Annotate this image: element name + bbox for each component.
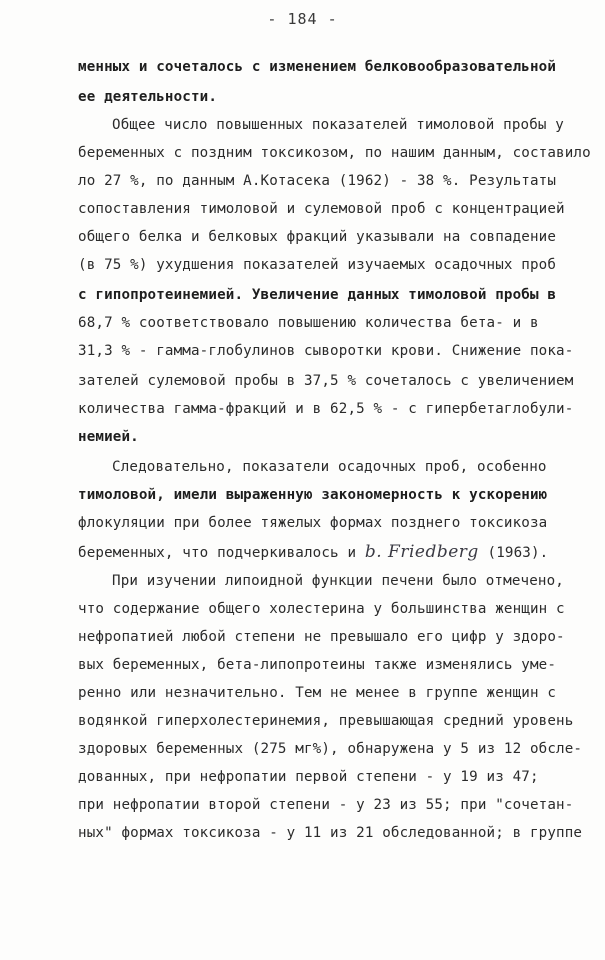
text-line: ных" формах токсикоза - у 11 из 21 обследованной; в группе bbox=[78, 825, 583, 841]
text-line: немией. bbox=[78, 429, 139, 445]
text-line: 31,3 % - гамма-глобулинов сыворотки крови. Снижение пока- bbox=[78, 343, 574, 359]
text-line: количества гамма-фракций и в 62,5 % - с гипербетаглобули- bbox=[78, 401, 574, 417]
text-line: 68,7 % соответствовало повышению количества бета- и в bbox=[78, 315, 539, 331]
text-fragment: (1963). bbox=[487, 545, 549, 561]
text-line: ло 27 %, по данным А.Котасека (1962) - 38 %. Результаты bbox=[78, 173, 557, 189]
text-line: ее деятельности. bbox=[78, 89, 218, 105]
text-line: При изучении липоидной функции печени было отмечено, bbox=[112, 573, 564, 589]
text-line: при нефропатии второй степени - у 23 из 55; при "сочетан- bbox=[78, 797, 574, 813]
text-line: что содержание общего холестерина у большинства женщин с bbox=[78, 601, 565, 617]
text-line: вых беременных, бета-липопротеины также изменялись уме- bbox=[78, 657, 557, 673]
text-line: нефропатией любой степени не превышало его цифр у здоро- bbox=[78, 629, 565, 645]
text-line: Следовательно, показатели осадочных проб, особенно bbox=[112, 459, 547, 475]
text-line: Общее число повышенных показателей тимоловой пробы у bbox=[112, 117, 564, 133]
text-line: водянкой гиперхолестеринемия, превышающая средний уровень bbox=[78, 713, 574, 729]
text-line: общего белка и белковых фракций указывали на совпадение bbox=[78, 229, 557, 245]
handwritten-author-name: b. Friedberg bbox=[364, 542, 479, 562]
text-line bbox=[78, 544, 548, 561]
text-fragment: беременных, что подчеркивалось и bbox=[78, 545, 357, 561]
text-line: с гипопротеинемией. Увеличение данных тимоловой пробы в bbox=[78, 287, 557, 303]
text-line: беременных с поздним токсикозом, по нашим данным, составило bbox=[78, 145, 591, 161]
text-line: флокуляции при более тяжелых формах позднего токсикоза bbox=[78, 515, 548, 531]
text-line: (в 75 %) ухудшения показателей изучаемых осадочных проб bbox=[78, 257, 557, 273]
text-line: дованных, при нефропатии первой степени - у 19 из 47; bbox=[78, 769, 539, 785]
page-number: - 184 - bbox=[267, 10, 338, 28]
text-line: менных и сочеталось с изменением белковообразовательной bbox=[78, 59, 557, 75]
text-line: здоровых беременных (275 мг%), обнаружена у 5 из 12 обсле- bbox=[78, 741, 583, 757]
text-line: тимоловой, имели выраженную закономерность к ускорению bbox=[78, 487, 548, 503]
text-line: ренно или незначительно. Тем не менее в группе женщин с bbox=[78, 685, 557, 701]
text-line: сопоставления тимоловой и сулемовой проб с концентрацией bbox=[78, 201, 565, 217]
text-line: зателей сулемовой пробы в 37,5 % сочеталось с увеличением bbox=[78, 373, 574, 389]
